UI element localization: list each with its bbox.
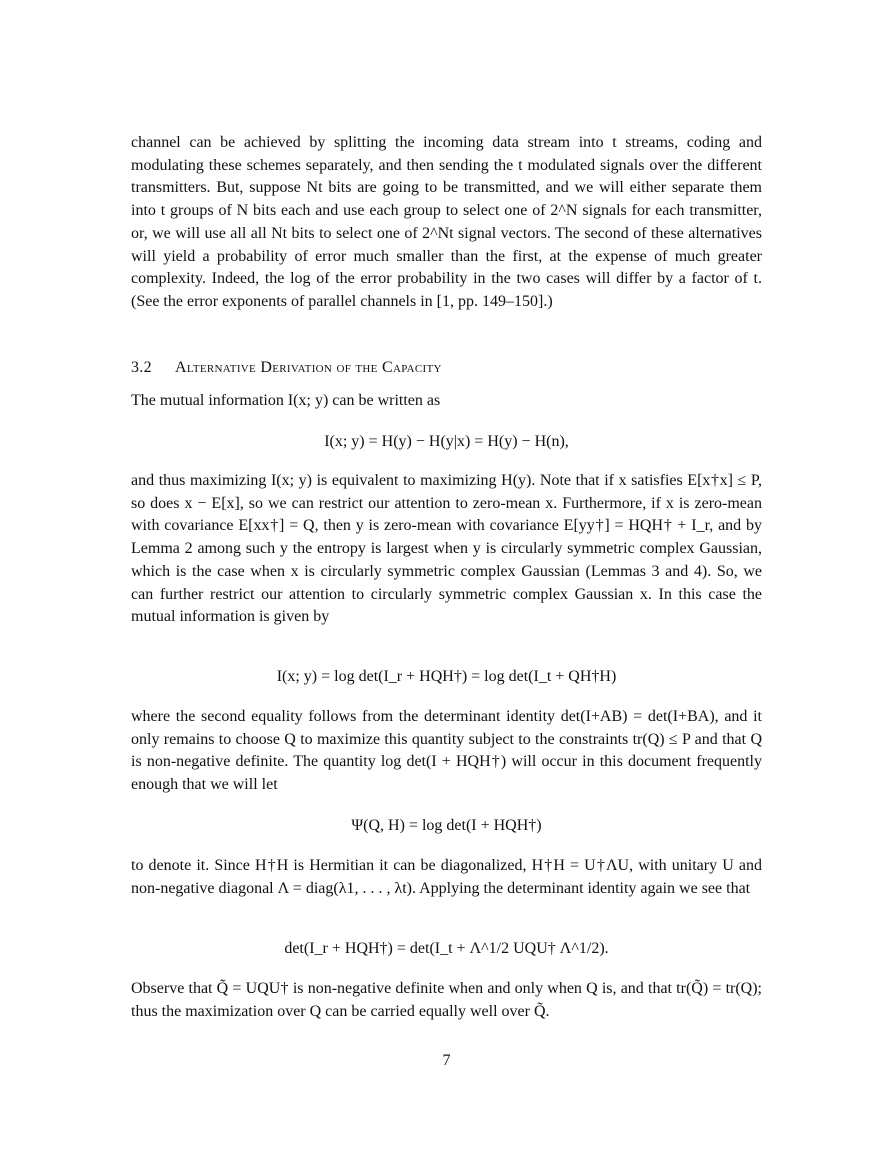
page-number: 7 bbox=[442, 1052, 451, 1069]
paragraph-text: Observe that Q̃ = UQU† is non-negative definite when and only when Q is, and that tr(Q̃) = tr(Q); thus the maximization over Q can be carried equally well over Q̃. bbox=[131, 980, 762, 1020]
paragraph-text: channel can be achieved by splitting the incoming data stream into t streams, coding and modulating these schemes separately, and then sending the t modulated signals over the different transmitters. But, suppose Nt bits are going to be transmitted, and we will either separate them into t groups of N bits each and use each group to select one of 2^N signals for each transmitter, or, we will use all all Nt bits to select one of 2^Nt signal vectors. The second of these alternatives will yield a probability of error much smaller than the first, at the expense of much greater complexity. Indeed, the log of the error probability in the two cases will differ by a factor of t. (See the error exponents of parallel channels in [1, pp. 149–150].) bbox=[131, 134, 762, 310]
equation-log-det: I(x; y) = log det(I_r + HQH†) = log det(I_t + QH†H) bbox=[276, 668, 617, 685]
paragraph-observe bbox=[131, 978, 762, 1023]
equation-psi: Ψ(Q, H) = log det(I + HQH†) bbox=[351, 817, 542, 834]
paragraph-text: to denote it. Since H†H is Hermitian it can be diagonalized, H†H = U†ΛU, with unitary U and non-negative diagonal Λ = diag(λ1, . . . , λt). Applying the determinant identity again we see that bbox=[131, 857, 762, 897]
paragraph-determinant bbox=[131, 706, 762, 797]
section-heading bbox=[131, 357, 442, 379]
paragraph-continued bbox=[131, 132, 762, 314]
paragraph-text: The mutual information I(x; y) can be written as bbox=[131, 392, 441, 409]
section-title: Alternative Derivation of the Capacity bbox=[175, 359, 442, 376]
paragraph-text: where the second equality follows from the determinant identity det(I+AB) = det(I+BA), and it only remains to choose Q to maximize this quantity subject to the constraints tr(Q) ≤ P and that Q is non-negative definite. The quantity log det(I + HQH†) will occur in this document frequently enough that we will let bbox=[131, 708, 762, 794]
paragraph-text: and thus maximizing I(x; y) is equivalent to maximizing H(y). Note that if x satisfies E[x†x] ≤ P, so does x − E[x], so we can restrict our attention to zero-mean x. Furthermore, if x is zero-mean with covariance E[xx†] = Q, then y is zero-mean with covariance E[yy†] = HQH† + I_r, and by Lemma 2 among such y the entropy is largest when y is circularly symmetric complex Gaussian, which is the case when x is circularly symmetric complex Gaussian (Lemmas 3 and 4). So, we can further restrict our attention to circularly symmetric complex Gaussian x. In this case the mutual information is given by bbox=[131, 472, 762, 626]
paragraph-diagonalize bbox=[131, 855, 762, 900]
equation-mutual-information: I(x; y) = H(y) − H(y|x) = H(y) − H(n), bbox=[324, 433, 569, 450]
paragraph-maximization bbox=[131, 470, 762, 629]
equation-det-identity: det(I_r + HQH†) = det(I_t + Λ^1/2 UQU† Λ^1/2). bbox=[284, 940, 609, 957]
section-number: 3.2 bbox=[131, 359, 152, 376]
paragraph-intro bbox=[131, 390, 762, 413]
